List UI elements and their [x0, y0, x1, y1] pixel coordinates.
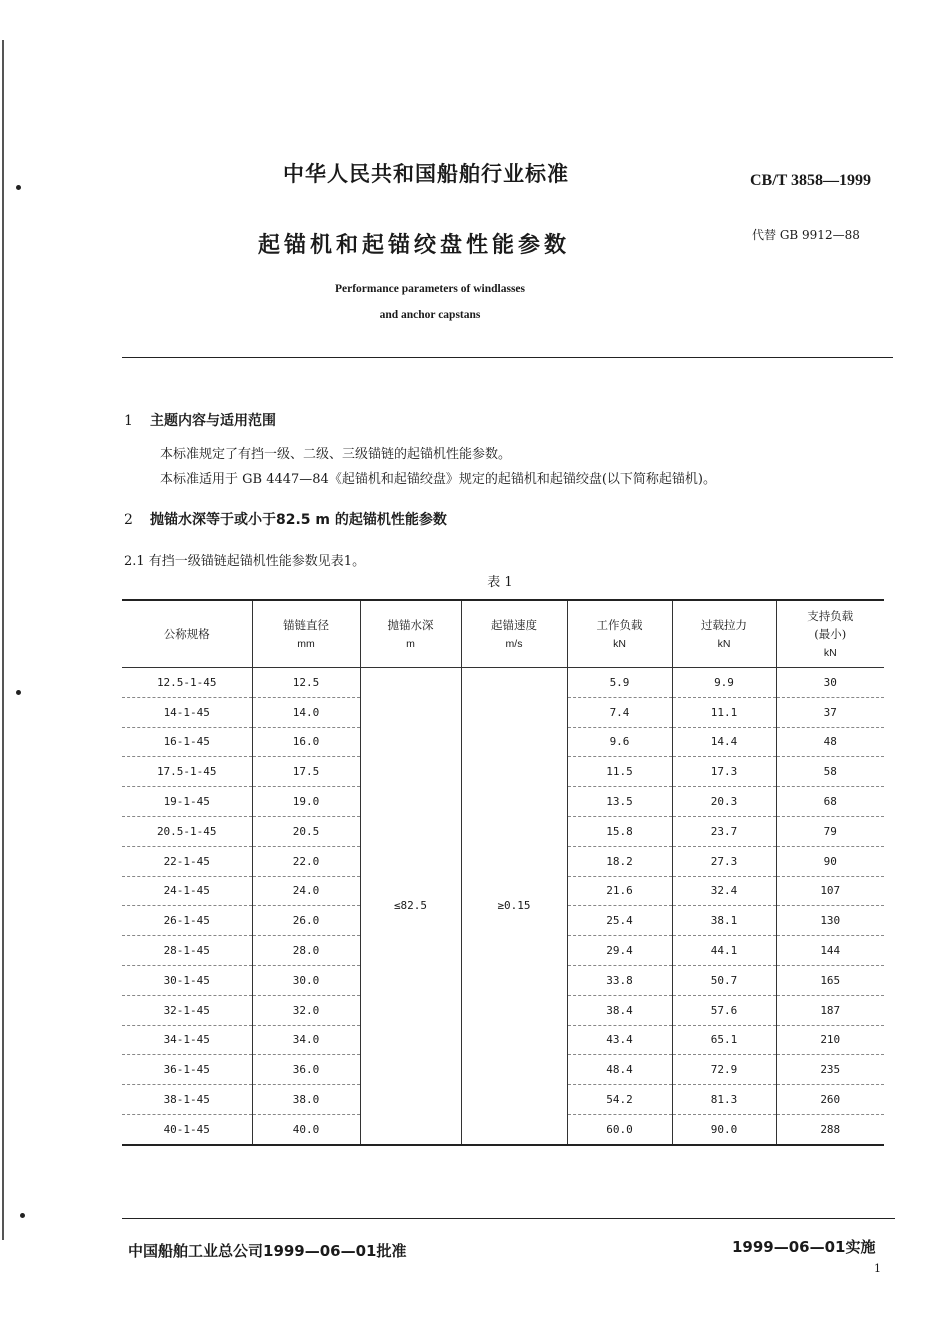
- cell-nominal: 16-1-45: [122, 727, 252, 757]
- scan-dot: [20, 1213, 25, 1218]
- cell-holding-load: 48: [776, 727, 884, 757]
- cell-overload: 57.6: [672, 995, 776, 1025]
- cell-nominal: 24-1-45: [122, 876, 252, 906]
- cell-chain-diameter: 32.0: [252, 995, 360, 1025]
- cell-work-load: 15.8: [567, 816, 672, 846]
- table-caption: 表 1: [487, 575, 513, 590]
- header-overload: 过载拉力 kN: [672, 600, 776, 668]
- cell-work-load: 33.8: [567, 965, 672, 995]
- cell-nominal: 36-1-45: [122, 1055, 252, 1085]
- cell-overload: 38.1: [672, 906, 776, 936]
- cell-work-load: 54.2: [567, 1085, 672, 1115]
- cell-work-load: 43.4: [567, 1025, 672, 1055]
- clause-2-1: 2.1 有挡一级锚链起锚机性能参数见表1。: [124, 554, 366, 569]
- cell-work-load: 18.2: [567, 846, 672, 876]
- cell-overload: 81.3: [672, 1085, 776, 1115]
- issuing-body: 中华人民共和国船舶行业标准: [283, 162, 569, 186]
- cell-chain-diameter: 26.0: [252, 906, 360, 936]
- cell-overload: 23.7: [672, 816, 776, 846]
- cell-holding-load: 235: [776, 1055, 884, 1085]
- cell-nominal: 20.5-1-45: [122, 816, 252, 846]
- cell-work-load: 9.6: [567, 727, 672, 757]
- cell-chain-diameter: 38.0: [252, 1085, 360, 1115]
- cell-nominal: 22-1-45: [122, 846, 252, 876]
- cell-overload: 17.3: [672, 757, 776, 787]
- footer-rule: [122, 1218, 895, 1219]
- cell-chain-diameter: 19.0: [252, 787, 360, 817]
- cell-nominal: 28-1-45: [122, 936, 252, 966]
- cell-overload: 90.0: [672, 1114, 776, 1144]
- cell-holding-load: 58: [776, 757, 884, 787]
- cell-chain-diameter: 12.5: [252, 668, 360, 698]
- cell-holding-load: 260: [776, 1085, 884, 1115]
- section-2-heading: [124, 509, 447, 529]
- english-title-line-1: Performance parameters of windlasses: [334, 283, 526, 295]
- header-depth: 抛锚水深 m: [360, 600, 461, 668]
- cell-nominal: 32-1-45: [122, 995, 252, 1025]
- cell-holding-load: 187: [776, 995, 884, 1025]
- cell-overload: 65.1: [672, 1025, 776, 1055]
- cell-speed: ≥0.15: [461, 668, 567, 1145]
- cell-holding-load: 79: [776, 816, 884, 846]
- cell-nominal: 26-1-45: [122, 906, 252, 936]
- cell-nominal: 14-1-45: [122, 697, 252, 727]
- replaces-note: 代替 GB 9912—88: [752, 228, 860, 242]
- cell-overload: 20.3: [672, 787, 776, 817]
- cell-chain-diameter: 14.0: [252, 697, 360, 727]
- cell-work-load: 5.9: [567, 668, 672, 698]
- cell-holding-load: 210: [776, 1025, 884, 1055]
- cell-work-load: 21.6: [567, 876, 672, 906]
- cell-overload: 9.9: [672, 668, 776, 698]
- cell-holding-load: 68: [776, 787, 884, 817]
- cell-holding-load: 130: [776, 906, 884, 936]
- cell-chain-diameter: 36.0: [252, 1055, 360, 1085]
- cell-overload: 50.7: [672, 965, 776, 995]
- section-1-title: 主题内容与适用范围: [150, 413, 276, 429]
- cell-work-load: 25.4: [567, 906, 672, 936]
- page-number: 1: [874, 1262, 881, 1275]
- cell-overload: 44.1: [672, 936, 776, 966]
- cell-chain-diameter: 24.0: [252, 876, 360, 906]
- cell-holding-load: 90: [776, 846, 884, 876]
- scan-edge-line: [2, 40, 4, 1240]
- cell-nominal: 12.5-1-45: [122, 668, 252, 698]
- scan-dot: [16, 690, 21, 695]
- section-1-paragraph-2: 本标准适用于 GB 4447—84《起锚机和起锚绞盘》规定的起锚机和起锚绞盘(以下简称起锚机)。: [160, 472, 716, 487]
- cell-chain-diameter: 17.5: [252, 757, 360, 787]
- cell-chain-diameter: 22.0: [252, 846, 360, 876]
- cell-chain-diameter: 28.0: [252, 936, 360, 966]
- cell-work-load: 29.4: [567, 936, 672, 966]
- header-rule: [122, 357, 893, 358]
- cell-nominal: 40-1-45: [163, 1122, 210, 1136]
- cell-overload: 32.4: [672, 876, 776, 906]
- document-title: 起锚机和起锚绞盘性能参数: [258, 233, 571, 258]
- cell-nominal: 30-1-45: [122, 965, 252, 995]
- cell-holding-load: 165: [776, 965, 884, 995]
- section-1-heading: [124, 410, 276, 430]
- cell-chain-diameter: 16.0: [252, 727, 360, 757]
- cell-work-load: 38.4: [567, 995, 672, 1025]
- scan-dot: [16, 185, 21, 190]
- cell-work-load: 11.5: [567, 757, 672, 787]
- cell-depth: ≤82.5: [360, 668, 461, 1145]
- cell-work-load: 60.0: [567, 1114, 672, 1144]
- header-holding-load: 支持负载 (最小) kN: [776, 600, 884, 668]
- cell-nominal: 34-1-45: [122, 1025, 252, 1055]
- cell-holding-load: 37: [776, 697, 884, 727]
- approval-note: 中国船舶工业总公司1999—06—01批准: [128, 1242, 407, 1260]
- cell-holding-load: 30: [776, 668, 884, 698]
- cell-chain-diameter: 20.5: [252, 816, 360, 846]
- cell-chain-diameter: 34.0: [252, 1025, 360, 1055]
- cell-holding-load: 288: [776, 1114, 884, 1144]
- table-row: [122, 668, 884, 698]
- cell-work-load: 13.5: [567, 787, 672, 817]
- cell-nominal: 19-1-45: [122, 787, 252, 817]
- section-1-number: 1: [124, 413, 133, 429]
- cell-overload: 14.4: [672, 727, 776, 757]
- section-2-number: 2: [124, 512, 133, 528]
- cell-holding-load: 107: [776, 876, 884, 906]
- performance-table: [122, 599, 884, 1146]
- section-2-title: 抛锚水深等于或小于82.5 m 的起锚机性能参数: [150, 512, 447, 528]
- header-chain-diameter: 锚链直径 mm: [252, 600, 360, 668]
- cell-overload: 27.3: [672, 846, 776, 876]
- cell-work-load: 48.4: [567, 1055, 672, 1085]
- standard-code: CB/T 3858—1999: [750, 172, 872, 189]
- cell-work-load: 7.4: [567, 697, 672, 727]
- section-1-paragraph-1: 本标准规定了有挡一级、二级、三级锚链的起锚机性能参数。: [160, 447, 512, 462]
- cell-overload: 72.9: [672, 1055, 776, 1085]
- cell-nominal: 17.5-1-45: [122, 757, 252, 787]
- cell-chain-diameter: 30.0: [252, 965, 360, 995]
- cell-nominal: 38-1-45: [122, 1085, 252, 1115]
- table-header-row: [122, 600, 884, 668]
- effective-date: 1999—06—01实施: [732, 1238, 876, 1256]
- english-title: [250, 276, 610, 328]
- header-work-load: 工作负载 kN: [567, 600, 672, 668]
- cell-chain-diameter: 40.0: [252, 1114, 360, 1144]
- header-speed: 起锚速度 m/s: [461, 600, 567, 668]
- cell-holding-load: 144: [776, 936, 884, 966]
- cell-overload: 11.1: [672, 697, 776, 727]
- header-nominal: 公称规格: [122, 600, 252, 668]
- english-title-line-2: and anchor capstans: [379, 309, 481, 321]
